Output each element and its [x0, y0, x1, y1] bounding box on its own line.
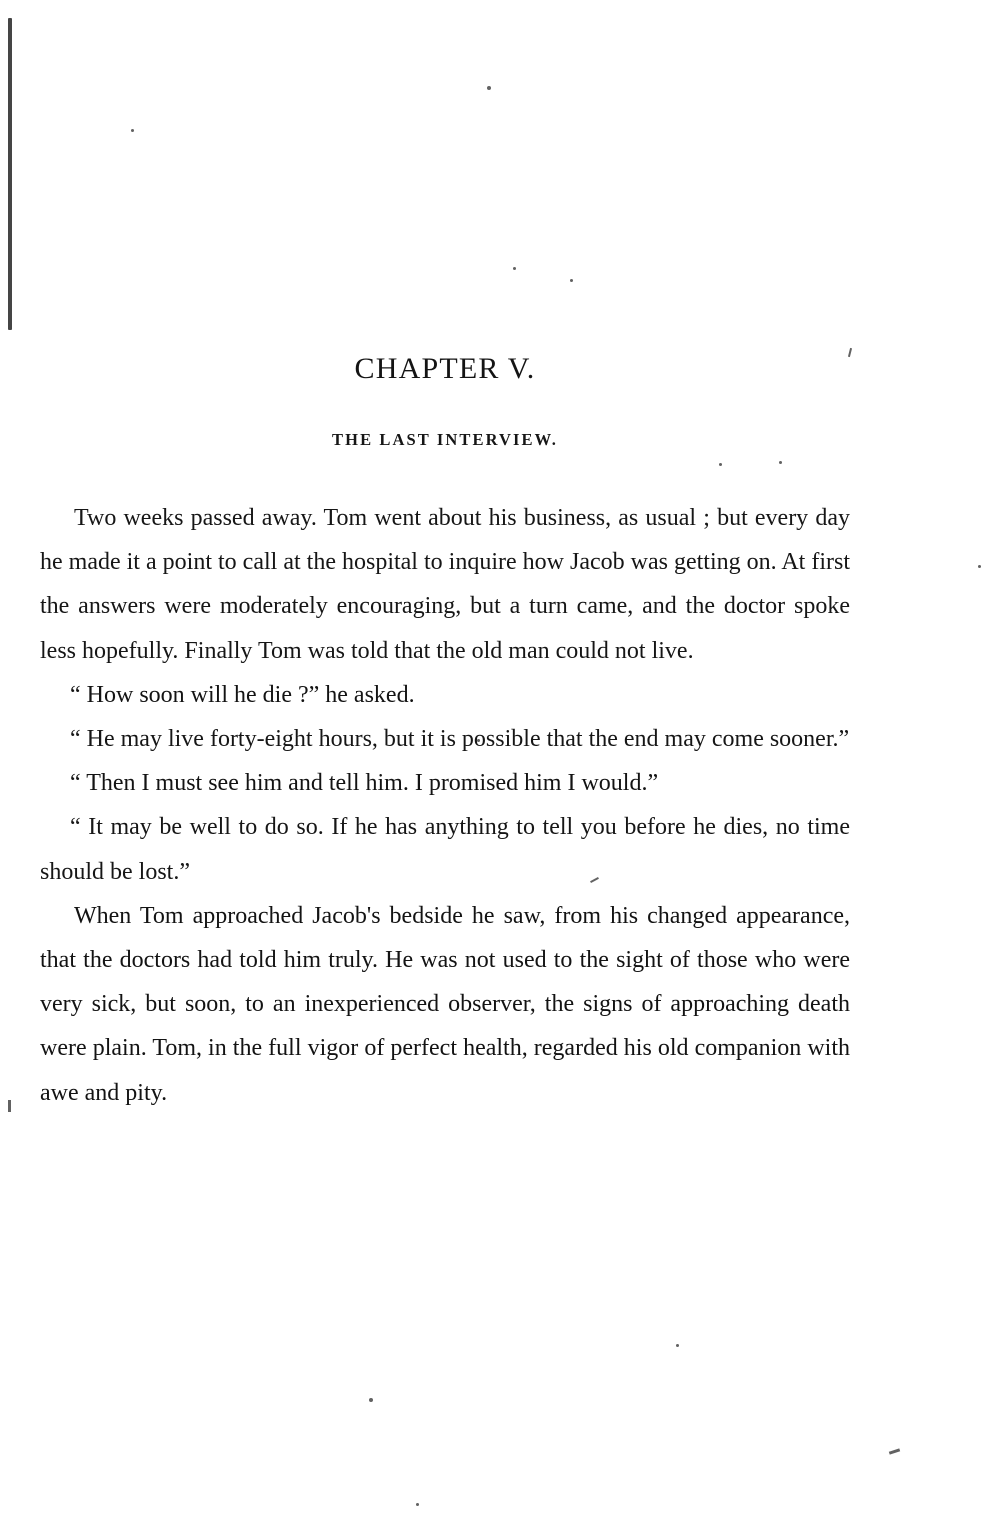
body-paragraph: When Tom approached Jacob's bedside he saw, from his changed appearance, that the doctors had told him truly. He was not used to the sight of those who were very sick, but soon, to an inexperienced observer, the signs of approaching death were plain. Tom, in the full vigor of perfect health, regarded his old companion with awe and pity.: [40, 902, 850, 1106]
body-paragraph: “ How soon will he die ?” he asked.: [70, 681, 415, 708]
scan-speck: [131, 129, 134, 132]
scan-speck: [676, 1344, 679, 1347]
scan-speck: [513, 267, 516, 270]
body-paragraph: Two weeks passed away. Tom went about his business, as usual ; but every day he made it a point to call at the hospital to inquire how Jacob was getting on. At first the answers were moderately encouraging, but a turn came, and the doctor spoke less hopefully. Finally Tom was told that the old man could not live.: [40, 505, 850, 664]
section-subtitle: THE LAST INTERVIEW.: [332, 430, 558, 449]
chapter-heading: CHAPTER V.: [354, 352, 536, 385]
body-paragraph: “ Then I must see him and tell him. I promised him I would.”: [70, 770, 659, 797]
scan-speck: [487, 86, 491, 90]
scan-speck: [978, 565, 981, 568]
page-text-block: [40, 352, 850, 1115]
scan-speck: [889, 1448, 900, 1454]
scan-speck: [570, 279, 573, 282]
scan-speck: [369, 1398, 373, 1402]
scan-speck: [416, 1503, 419, 1506]
body-paragraph: “ He may live forty-eight hours, but it is possible that the end may come sooner.”: [70, 726, 850, 753]
page-edge-artifact: [8, 18, 12, 330]
body-paragraph: “ It may be well to do so. If he has anything to tell you before he dies, no time should be lost.”: [40, 814, 850, 885]
scan-speck: [8, 1100, 11, 1112]
